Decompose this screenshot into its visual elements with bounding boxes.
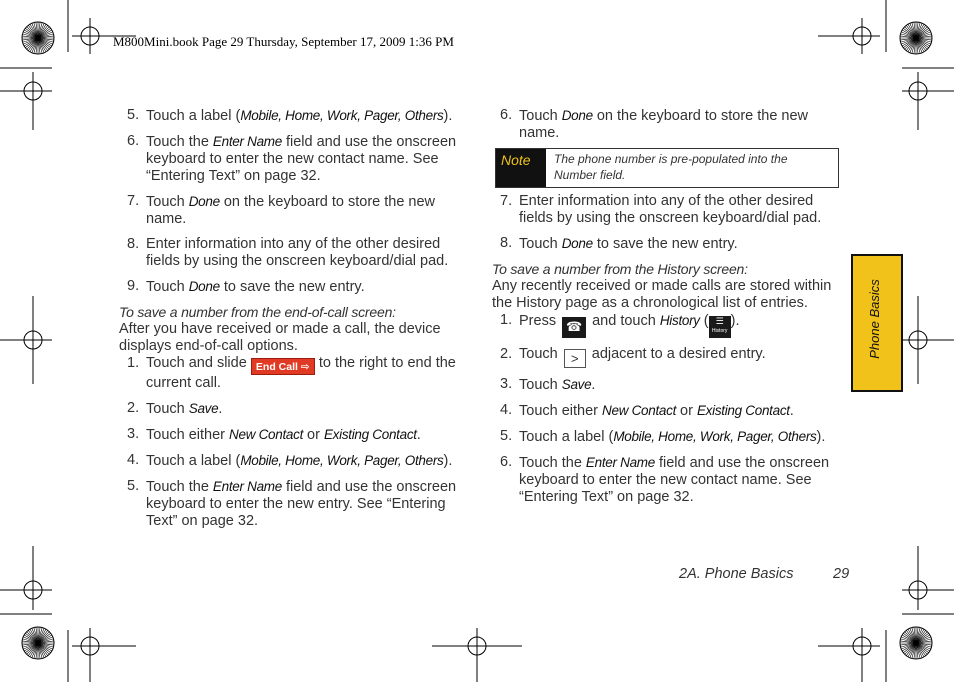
section-heading: To save a number from the end-of-call screen: — [119, 304, 396, 320]
step-item: 8. Enter information into any of the other desired fields by using the onscreen keyboard/dial pad. — [127, 236, 449, 269]
starburst-registration-icon — [900, 627, 932, 659]
starburst-registration-icon — [22, 22, 54, 54]
step-item: 1. Touch and slide End Call ⇨ to the right to end the current call. — [127, 355, 456, 391]
step-item: 7. Touch Done on the keyboard to store the new name. — [127, 193, 436, 227]
step-item: 5. Touch a label (Mobile, Home, Work, Pager, Others). — [500, 428, 826, 445]
chevron-right-icon[interactable]: > — [564, 349, 586, 368]
registration-target-icon — [902, 72, 954, 130]
note-text: The phone number is pre-populated into the Number field. — [554, 152, 788, 182]
page-number: 29 — [833, 566, 850, 582]
registration-target-icon — [0, 546, 52, 610]
step-item: 2. Touch Save. — [127, 400, 223, 417]
step-item: 8. Touch Done to save the new entry. — [500, 235, 738, 252]
step-item: 4. Touch a label (Mobile, Home, Work, Pager, Others). — [127, 452, 453, 469]
note-box — [495, 148, 839, 188]
chapter-tab-label: Phone Basics — [867, 279, 882, 359]
step-item: 4. Touch either New Contact or Existing Contact. — [500, 402, 794, 419]
end-call-button[interactable]: End Call ⇨ — [251, 358, 315, 375]
step-item: 6. Touch Done on the keyboard to store the new name. — [500, 107, 809, 141]
registration-target-icon — [0, 72, 52, 130]
section-heading: To save a number from the History screen: — [492, 261, 748, 277]
step-item: 5. Touch the Enter Name field and use the onscreen keyboard to enter the new entry. See “Entering Text” on page 32. — [127, 478, 457, 529]
right-column — [492, 107, 837, 150]
starburst-registration-icon — [22, 627, 54, 659]
registration-target-icon — [72, 628, 136, 682]
step-item: 3. Touch either New Contact or Existing Contact. — [127, 426, 421, 443]
note-label: Note — [496, 149, 546, 187]
step-item: 6. Touch the Enter Name field and use the onscreen keyboard to enter the new contact name. See “Entering Text” on page 32. — [500, 454, 830, 505]
left-column — [119, 107, 464, 538]
starburst-registration-icon — [900, 22, 932, 54]
step-item: 7. Enter information into any of the other desired fields by using the onscreen keyboard/dial pad. — [500, 193, 822, 226]
step-item: 6. Touch the Enter Name field and use the onscreen keyboard to enter the new contact name. See “Entering Text” on page 32. — [127, 133, 457, 184]
step-item: 5. Touch a label (Mobile, Home, Work, Pager, Others). — [127, 107, 453, 124]
registration-target-icon — [902, 296, 954, 384]
footer-section: 2A. Phone Basics — [679, 566, 794, 582]
registration-target-icon — [432, 628, 522, 682]
history-icon[interactable]: ☰ History — [709, 316, 731, 338]
registration-target-icon — [902, 546, 954, 610]
registration-target-icon — [818, 18, 880, 54]
registration-target-icon — [0, 296, 52, 384]
step-item: 1. Press ☎ and touch History ( ☰ History ). — [492, 312, 837, 338]
talk-key-icon[interactable]: ☎ — [562, 317, 586, 338]
intro-paragraph: After you have received or made a call, the device displays end-of-call options. — [119, 321, 441, 354]
step-item: 2. Touch > adjacent to a desired entry. — [500, 346, 766, 366]
intro-paragraph: Any recently received or made calls are stored within the History page as a chronological list of entries. — [492, 278, 832, 311]
right-column-lower — [492, 193, 837, 514]
chapter-tab — [851, 254, 903, 392]
step-item: 3. Touch Save. — [500, 376, 596, 393]
step-item: 9. Touch Done to save the new entry. — [127, 278, 365, 295]
registration-target-icon — [818, 628, 880, 682]
page-header: M800Mini.book Page 29 Thursday, September 17, 2009 1:36 PM — [113, 34, 454, 49]
